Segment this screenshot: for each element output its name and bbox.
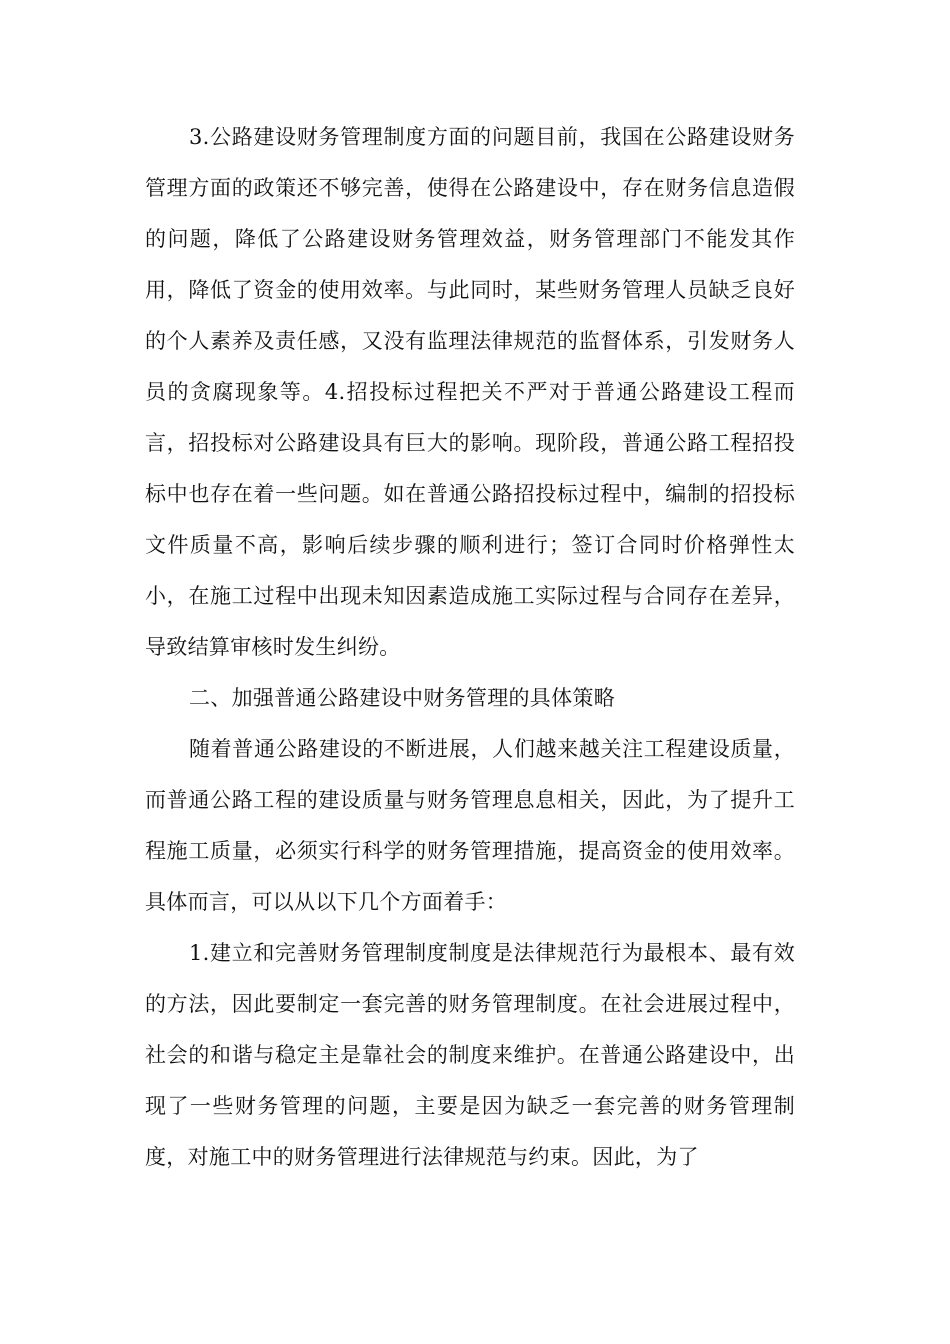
document-body <box>145 112 795 1183</box>
section-heading-strategies: 二、加强普通公路建设中财务管理的具体策略 <box>189 686 615 710</box>
paragraph-road-finance-issues: 3.公路建设财务管理制度方面的问题目前，我国在公路建设财务管理方面的政策还不够完善，使得在公路建设中，存在财务信息造假的问题，降低了公路建设财务管理效益，财务管理部门不能发其作用，降低了资金的使用效率。与此同时，某些财务管理人员缺乏良好的个人素养及责任感，又没有监理法律规范的监督体系，引发财务人员的贪腐现象等。4.招投标过程把关不严对于普通公路建设工程而言，招投标对公路建设具有巨大的影响。现阶段，普通公路工程招投标中也存在着一些问题。如在普通公路招投标过程中，编制的招投标文件质量不高，影响后续步骤的顺利进行；签订合同时价格弹性太小，在施工过程中出现未知因素造成施工实际过程与合同存在差异，导致结算审核时发生纠纷。 <box>145 125 795 659</box>
paragraph-improve-system: 1.建立和完善财务管理制度制度是法律规范行为最根本、最有效的方法，因此要制定一套完善的财务管理制度。在社会进展过程中，社会的和谐与稳定主是靠社会的制度来维护。在普通公路建设中，出现了一些财务管理的问题，主要是因为缺乏一套完善的财务管理制度，对施工中的财务管理进行法律规范与约束。因此，为了 <box>145 941 795 1169</box>
paragraph-strategy-intro: 随着普通公路建设的不断进展，人们越来越关注工程建设质量，而普通公路工程的建设质量与财务管理息息相关，因此，为了提升工程施工质量，必须实行科学的财务管理措施，提高资金的使用效率。具体而言，可以从以下几个方面着手： <box>145 737 795 914</box>
